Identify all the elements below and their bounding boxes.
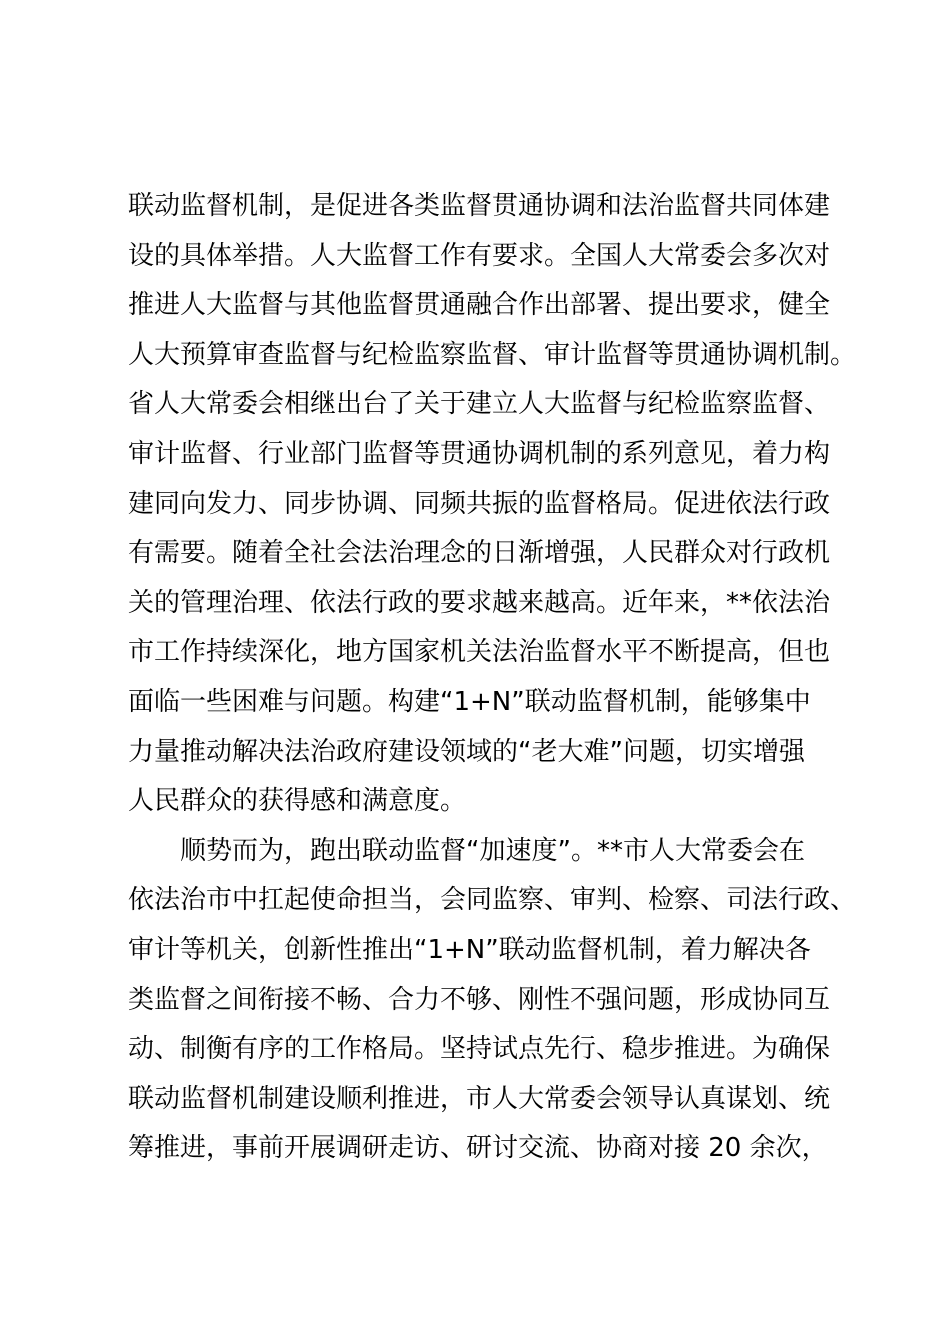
text-line: 审计等机关，创新性推出“1+N”联动监督机制，着力解决各 <box>128 934 811 965</box>
text-line: 推进人大监督与其他监督贯通融合作出部署、提出要求，健全 <box>128 290 831 321</box>
text-line: 依法治市中扛起使命担当，会同监察、审判、检察、司法行政、 <box>128 885 857 916</box>
text-line: 类监督之间衔接不畅、合力不够、刚性不强问题，形成协同互 <box>128 984 831 1015</box>
paragraph-start-line: 顺势而为，跑出联动监督“加速度”。**市人大常委会在 <box>180 835 805 866</box>
text-line: 有需要。随着全社会法治理念的日渐增强，人民群众对行政机 <box>128 538 831 569</box>
text-line: 人大预算审查监督与纪检监察监督、审计监督等贯通协调机制。 <box>128 339 857 370</box>
text-line: 力量推动解决法治政府建设领域的“老大难”问题，切实增强 <box>128 736 805 767</box>
text-line: 设的具体举措。人大监督工作有要求。全国人大常委会多次对 <box>128 240 831 271</box>
text-line: 面临一些困难与问题。构建“1+N”联动监督机制，能够集中 <box>128 686 811 717</box>
text-line: 关的管理治理、依法行政的要求越来越高。近年来，**依法治 <box>128 587 831 618</box>
text-line: 省人大常委会相继出台了关于建立人大监督与纪检监察监督、 <box>128 389 831 420</box>
text-line: 动、制衡有序的工作格局。坚持试点先行、稳步推进。为确保 <box>128 1034 831 1065</box>
text-line: 联动监督机制，是促进各类监督贯通协调和法治监督共同体建 <box>128 191 831 221</box>
body-text <box>128 182 857 1174</box>
text-line: 建同向发力、同步协调、同频共振的监督格局。促进依法行政 <box>128 488 831 519</box>
text-line: 市工作持续深化，地方国家机关法治监督水平不断提高，但也 <box>128 637 831 668</box>
text-line: 联动监督机制建设顺利推进，市人大常委会领导认真谋划、统 <box>128 1083 831 1114</box>
text-line: 审计监督、行业部门监督等贯通协调机制的系列意见，着力构 <box>128 438 831 469</box>
text-line: 人民群众的获得感和满意度。 <box>128 786 467 817</box>
text-line: 筹推进，事前开展调研走访、研讨交流、协商对接 20 余次， <box>128 1133 828 1164</box>
